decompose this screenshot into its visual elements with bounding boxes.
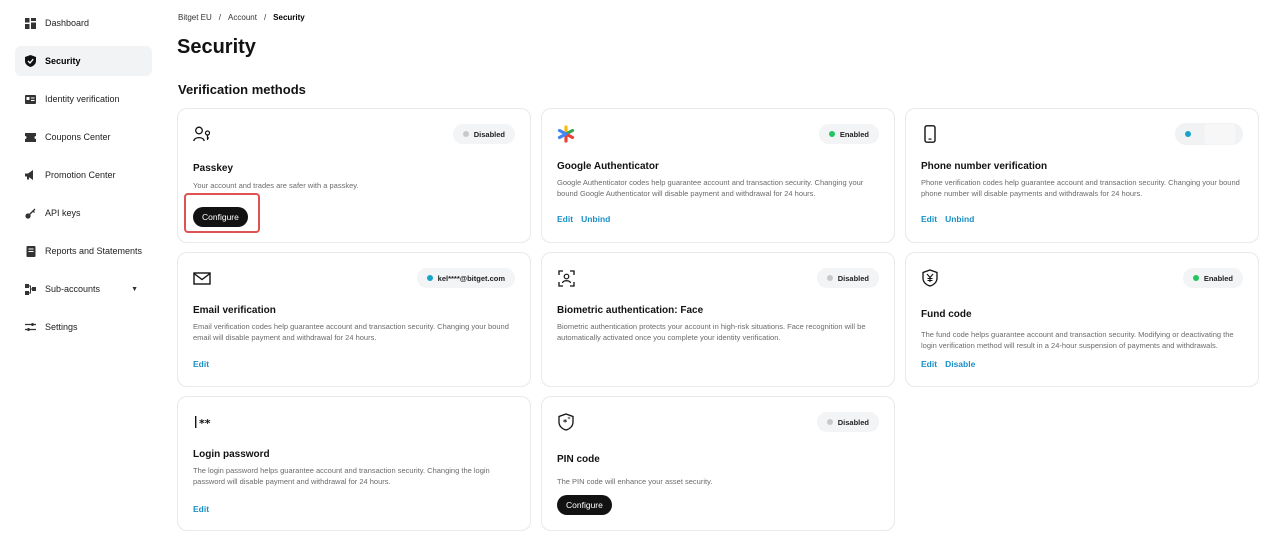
id-card-icon	[25, 94, 36, 105]
sliders-icon	[25, 322, 36, 333]
sidebar-item-label: Reports and Statements	[45, 246, 143, 256]
card-description: Your account and trades are safer with a passkey.	[193, 181, 359, 190]
card-title: Email verification	[193, 305, 276, 316]
status-badge-label: kel****@bitget.com	[437, 273, 505, 283]
pin-configure-button[interactable]: Configure	[557, 495, 612, 515]
sidebar-item-security[interactable]	[15, 46, 152, 76]
sidebar-item-api-keys[interactable]	[15, 198, 152, 228]
card-title: Login password	[193, 449, 270, 460]
sidebar-item-coupons-center[interactable]	[15, 122, 152, 152]
edit-link[interactable]: Edit	[557, 214, 574, 224]
card-actions	[193, 504, 209, 514]
card-title: Passkey	[193, 163, 234, 174]
fund-shield-icon	[921, 269, 939, 287]
status-badge-obscured	[1175, 123, 1243, 145]
status-badge-label: Disabled	[837, 273, 869, 283]
edit-link[interactable]: Edit	[193, 504, 210, 514]
svg-text:**: **	[199, 417, 211, 429]
card-description: The fund code helps guarantee account and transaction security. Modifying or deactivating the login verification method will result in a 24-hour suspension of payments and withdrawals.	[921, 330, 1234, 350]
card-actions	[557, 214, 610, 224]
coupon-icon	[25, 132, 36, 143]
status-badge	[1183, 268, 1243, 288]
status-dot	[463, 131, 469, 137]
breadcrumb-separator: /	[218, 13, 222, 22]
card-title: Phone number verification	[921, 161, 1048, 172]
sidebar-item-label: Settings	[45, 322, 78, 332]
sidebar-item-promotion-center[interactable]	[15, 160, 152, 190]
card-actions	[193, 359, 209, 369]
breadcrumb-item-account[interactable]: Account	[228, 13, 257, 22]
sidebar-item-label: Sub-accounts	[45, 284, 101, 294]
status-badge	[417, 268, 515, 288]
mail-icon	[193, 269, 211, 287]
pin-code-card	[541, 396, 895, 531]
breadcrumb	[178, 13, 305, 22]
breadcrumb-separator: /	[263, 13, 267, 22]
sidebar-item-label: Dashboard	[45, 18, 90, 28]
chevron-down-icon[interactable]: ▼	[131, 285, 138, 293]
unbind-link[interactable]: Unbind	[945, 214, 975, 224]
card-description: Biometric authentication protects your account in high-risk situations. Face recognition will be automatically activated once you complete your identity verification.	[557, 322, 866, 342]
status-badge	[819, 124, 879, 144]
unbind-link[interactable]: Unbind	[581, 214, 611, 224]
breadcrumb-item-current: Security	[273, 13, 305, 22]
email-verification-card	[177, 252, 531, 387]
google-authenticator-icon	[557, 125, 575, 143]
status-dot	[1193, 275, 1199, 281]
shield-icon	[25, 56, 36, 67]
sidebar-item-label: Coupons Center	[45, 132, 111, 142]
fund-code-card	[905, 252, 1259, 387]
key-icon	[25, 208, 36, 219]
svg-text:*: *	[562, 418, 567, 427]
sidebar-item-label: Identity verification	[45, 94, 120, 104]
sidebar-item-settings[interactable]	[15, 312, 152, 342]
breadcrumb-item-bitget-eu[interactable]: Bitget EU	[178, 13, 212, 22]
sidebar-item-label: Security	[45, 56, 81, 66]
status-badge	[817, 412, 879, 432]
sidebar-item-reports[interactable]	[15, 236, 152, 266]
report-icon	[25, 246, 36, 257]
sidebar	[15, 8, 152, 350]
edit-link[interactable]: Edit	[921, 214, 938, 224]
card-description: Google Authenticator codes help guarantee account and transaction security. Changing your bound Google Authenticator will disable payment and withdrawal for 24 hours.	[557, 178, 864, 198]
card-title: PIN code	[557, 454, 600, 465]
svg-text:*: *	[567, 416, 570, 423]
google-authenticator-card	[541, 108, 895, 243]
megaphone-icon	[25, 170, 36, 181]
card-title: Biometric authentication: Face	[557, 305, 704, 316]
status-badge-label: Enabled	[1203, 273, 1233, 283]
card-title: Fund code	[921, 309, 972, 320]
dashboard-icon	[25, 18, 36, 29]
status-dot	[1185, 131, 1191, 137]
card-description: The PIN code will enhance your asset security.	[557, 477, 713, 486]
status-badge-label: Enabled	[839, 129, 869, 139]
sidebar-item-dashboard[interactable]	[15, 8, 152, 38]
disable-link[interactable]: Disable	[945, 359, 976, 369]
passkey-user-icon	[193, 125, 211, 143]
sub-accounts-icon	[25, 284, 36, 295]
redacted-region	[1205, 124, 1235, 144]
card-description: The login password helps guarantee account and transaction security. Changing the login password will disable payment and withdrawal for 24 hours.	[193, 466, 490, 486]
sidebar-item-sub-accounts[interactable]	[15, 274, 152, 304]
passkey-configure-button[interactable]: Configure	[193, 207, 248, 227]
biometric-face-card	[541, 252, 895, 387]
login-password-card	[177, 396, 531, 531]
card-description: Email verification codes help guarantee account and transaction security. Changing your bound email will disable payment and withdrawal for 24 hours.	[193, 322, 509, 342]
highlight-frame	[184, 193, 260, 233]
edit-link[interactable]: Edit	[193, 359, 210, 369]
edit-link[interactable]: Edit	[921, 359, 938, 369]
face-scan-icon	[557, 269, 575, 287]
password-icon	[193, 413, 217, 431]
phone-icon	[921, 125, 939, 143]
status-badge-label: Disabled	[837, 417, 869, 427]
status-badge-label: Disabled	[473, 129, 505, 139]
page-title: Security	[177, 36, 256, 58]
status-dot	[827, 275, 833, 281]
card-title: Google Authenticator	[557, 161, 659, 172]
status-badge	[453, 124, 515, 144]
card-actions	[921, 214, 974, 224]
sidebar-item-label: API keys	[45, 208, 81, 218]
sidebar-item-identity-verification[interactable]	[15, 84, 152, 114]
pin-shield-icon	[557, 413, 575, 431]
card-actions	[921, 359, 975, 369]
status-dot	[827, 419, 833, 425]
card-description: Phone verification codes help guarantee account and transaction security. Changing your bound phone number will disable payments and withdrawals for 24 hours.	[921, 178, 1240, 198]
status-dot	[427, 275, 433, 281]
section-title: Verification methods	[178, 82, 306, 97]
phone-verification-card	[905, 108, 1259, 243]
sidebar-item-label: Promotion Center	[45, 170, 116, 180]
status-badge	[817, 268, 879, 288]
status-dot	[829, 131, 835, 137]
